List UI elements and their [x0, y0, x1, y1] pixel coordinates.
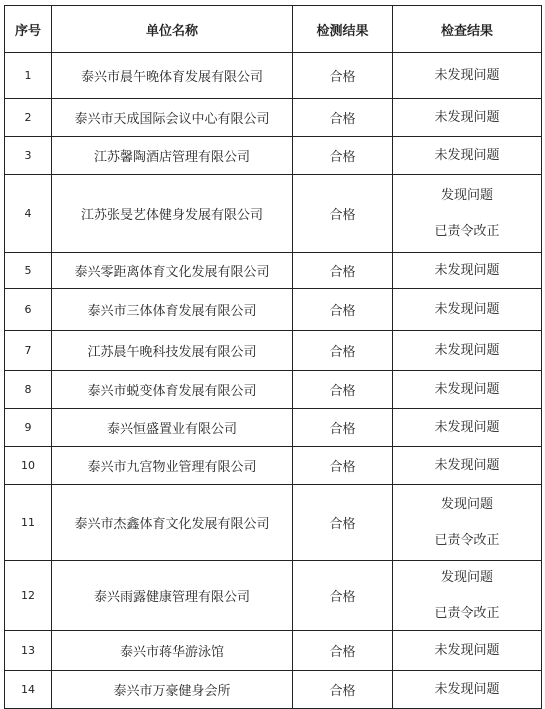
check-result-line: 未发现问题 [434, 109, 500, 125]
unit-name-cell: 江苏晨午晚科技发展有限公司 [52, 331, 293, 371]
unit-name-cell: 泰兴市杰鑫体育文化发展有限公司 [52, 485, 293, 561]
unit-name-cell: 泰兴市万豪健身会所 [52, 671, 293, 709]
test-result-cell: 合格 [293, 137, 393, 175]
check-result-line: 未发现问题 [434, 381, 500, 397]
serial-cell: 2 [5, 99, 52, 137]
table-row [5, 671, 542, 709]
unit-name-cell: 泰兴恒盛置业有限公司 [52, 409, 293, 447]
check-result-cell [393, 253, 542, 289]
serial-cell: 10 [5, 447, 52, 485]
inspection-results-table [4, 5, 542, 709]
unit-name-cell: 泰兴市九宫物业管理有限公司 [52, 447, 293, 485]
check-result-cell [393, 409, 542, 447]
test-result-cell: 合格 [293, 331, 393, 371]
serial-cell: 6 [5, 289, 52, 331]
test-result-cell: 合格 [293, 409, 393, 447]
table-body [5, 53, 542, 709]
table-row [5, 371, 542, 409]
check-result-cell [393, 331, 542, 371]
table-row [5, 485, 542, 561]
unit-name-cell: 泰兴零距离体育文化发展有限公司 [52, 253, 293, 289]
test-result-cell: 合格 [293, 289, 393, 331]
serial-cell: 1 [5, 53, 52, 99]
table-row [5, 137, 542, 175]
test-result-cell: 合格 [293, 99, 393, 137]
table-row [5, 53, 542, 99]
check-result-line: 未发现问题 [434, 301, 500, 317]
header-row [5, 6, 542, 53]
header-unit-name: 单位名称 [52, 6, 293, 53]
check-result-cell [393, 175, 542, 253]
unit-name-cell: 泰兴雨露健康管理有限公司 [52, 561, 293, 631]
serial-cell: 11 [5, 485, 52, 561]
unit-name-cell: 泰兴市晨午晚体育发展有限公司 [52, 53, 293, 99]
check-result-line: 发现问题 [440, 569, 493, 585]
test-result-cell: 合格 [293, 253, 393, 289]
check-result-line: 未发现问题 [434, 147, 500, 163]
serial-cell: 7 [5, 331, 52, 371]
check-result-cell [393, 99, 542, 137]
check-result-cell [393, 53, 542, 99]
check-result-cell [393, 485, 542, 561]
check-result-line: 发现问题 [440, 187, 493, 203]
serial-cell: 4 [5, 175, 52, 253]
serial-cell: 14 [5, 671, 52, 709]
unit-name-cell: 泰兴市蜕变体育发展有限公司 [52, 371, 293, 409]
check-result-line: 已责令改正 [434, 532, 500, 548]
table-row [5, 331, 542, 371]
test-result-cell: 合格 [293, 485, 393, 561]
check-result-line: 未发现问题 [434, 67, 500, 83]
serial-cell: 13 [5, 631, 52, 671]
serial-cell: 12 [5, 561, 52, 631]
check-result-line: 未发现问题 [434, 419, 500, 435]
serial-cell: 3 [5, 137, 52, 175]
unit-name-cell: 江苏张旻艺体健身发展有限公司 [52, 175, 293, 253]
test-result-cell: 合格 [293, 53, 393, 99]
header-check-result: 检查结果 [393, 6, 542, 53]
serial-cell: 5 [5, 253, 52, 289]
check-result-cell [393, 137, 542, 175]
check-result-line: 发现问题 [440, 496, 493, 512]
table-row [5, 409, 542, 447]
unit-name-cell: 泰兴市蒋华游泳馆 [52, 631, 293, 671]
table-row [5, 253, 542, 289]
test-result-cell: 合格 [293, 175, 393, 253]
table-row [5, 447, 542, 485]
check-result-cell [393, 447, 542, 485]
check-result-line: 已责令改正 [434, 605, 500, 621]
check-result-cell [393, 671, 542, 709]
header-test-result: 检测结果 [293, 6, 393, 53]
header-serial: 序号 [5, 6, 52, 53]
check-result-line: 未发现问题 [434, 262, 500, 278]
test-result-cell: 合格 [293, 371, 393, 409]
check-result-cell [393, 371, 542, 409]
check-result-line: 未发现问题 [434, 457, 500, 473]
serial-cell: 9 [5, 409, 52, 447]
unit-name-cell: 泰兴市天成国际会议中心有限公司 [52, 99, 293, 137]
table-row [5, 175, 542, 253]
check-result-line: 已责令改正 [434, 223, 500, 239]
test-result-cell: 合格 [293, 447, 393, 485]
serial-cell: 8 [5, 371, 52, 409]
unit-name-cell: 江苏馨陶酒店管理有限公司 [52, 137, 293, 175]
check-result-cell [393, 289, 542, 331]
check-result-cell [393, 561, 542, 631]
test-result-cell: 合格 [293, 631, 393, 671]
test-result-cell: 合格 [293, 671, 393, 709]
check-result-line: 未发现问题 [434, 642, 500, 658]
table-row [5, 289, 542, 331]
check-result-cell [393, 631, 542, 671]
unit-name-cell: 泰兴市三体体育发展有限公司 [52, 289, 293, 331]
table-row [5, 99, 542, 137]
check-result-line: 未发现问题 [434, 681, 500, 697]
table-row [5, 631, 542, 671]
table-row [5, 561, 542, 631]
test-result-cell: 合格 [293, 561, 393, 631]
check-result-line: 未发现问题 [434, 342, 500, 358]
